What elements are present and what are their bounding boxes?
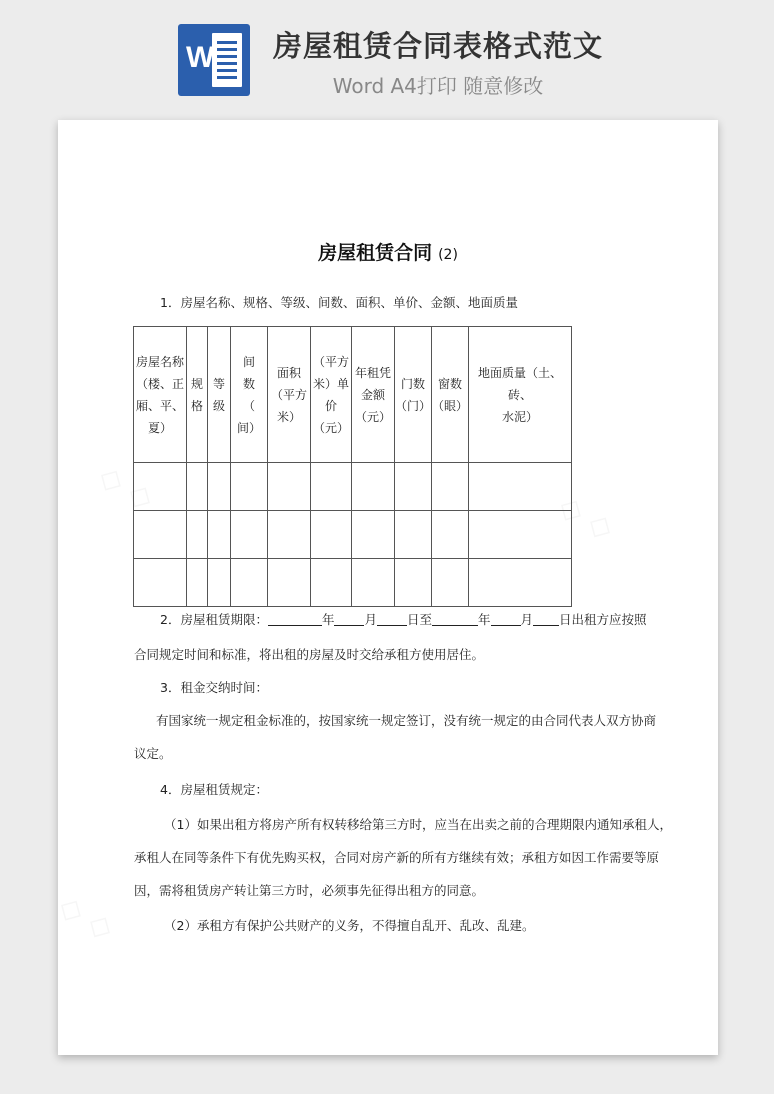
- header-cell: 间 数 （ 间）: [231, 327, 268, 463]
- section-2-continuation: 合同规定时间和标准，将出租的房屋及时交给承租方使用居住。: [134, 647, 485, 662]
- word-icon-letter: W: [186, 41, 215, 74]
- section-4-heading: 4．房屋租赁规定：: [160, 782, 268, 797]
- document-page: [58, 120, 718, 1055]
- header-cell: 规 格: [187, 327, 208, 463]
- table-cell[interactable]: [134, 559, 187, 607]
- header-cell: 窗数 （眼）: [432, 327, 469, 463]
- banner-subtitle: Word A4打印 随意修改: [332, 74, 544, 98]
- section-3-body-line: 有国家统一规定租金标准的，按国家统一规定签订，没有统一规定的由合同代表人双方协商: [156, 713, 657, 728]
- word-document-icon: [178, 24, 250, 96]
- section-4-para-1-line: 因，需将租赁房产转让第三方时，必须事先征得出租方的同意。: [134, 883, 485, 898]
- header-cell: 等 级: [208, 327, 231, 463]
- table-cell[interactable]: [134, 463, 187, 511]
- section-2-line: 2．房屋租赁期限： 年 月 日至 年 月 日出租方应按照: [160, 612, 647, 627]
- document-title: [58, 238, 718, 265]
- property-spec-table: [133, 326, 572, 607]
- header-cell: 年租凭 金额 （元）: [352, 327, 395, 463]
- header-cell: （平方 米）单 价（元）: [311, 327, 352, 463]
- section-3-heading: 3．租金交纳时间：: [160, 680, 268, 695]
- table-cell[interactable]: [134, 511, 187, 559]
- banner: [0, 0, 774, 112]
- section-4-para-2: （2）承租方有保护公共财产的义务，不得擅自乱开、乱改、乱建。: [164, 918, 535, 933]
- title-suffix: (2): [438, 247, 458, 263]
- header-cell: 面积 （平方 米）: [268, 327, 311, 463]
- section-4-para-1-line: 承租人在同等条件下有优先购买权，合同对房产新的所有方继续有效；承租方如因工作需要等原: [134, 850, 660, 865]
- section-4-para-1-line: （1）如果出租方将房产所有权转移给第三方时，应当在出卖之前的合理期限内通知承租人，: [164, 817, 672, 832]
- table-row: [134, 463, 572, 511]
- table-row: [134, 559, 572, 607]
- watermark: [53, 888, 120, 947]
- title-text: 房屋租赁合同: [318, 242, 433, 264]
- header-cell: 房屋名称 （楼、正 厢、平、 夏）: [134, 327, 187, 463]
- header-cell: 门数 （门）: [395, 327, 432, 463]
- section-3-body-line: 议定。: [134, 746, 172, 761]
- table-row: [134, 511, 572, 559]
- table-header-row: [134, 327, 572, 463]
- banner-title: 房屋租赁合同表格式范文: [272, 29, 603, 63]
- header-cell: 地面质量（土、砖、 水泥）: [469, 327, 572, 463]
- section-1-heading: 1．房屋名称、规格、等级、间数、面积、单价、金额、地面质量: [160, 295, 518, 310]
